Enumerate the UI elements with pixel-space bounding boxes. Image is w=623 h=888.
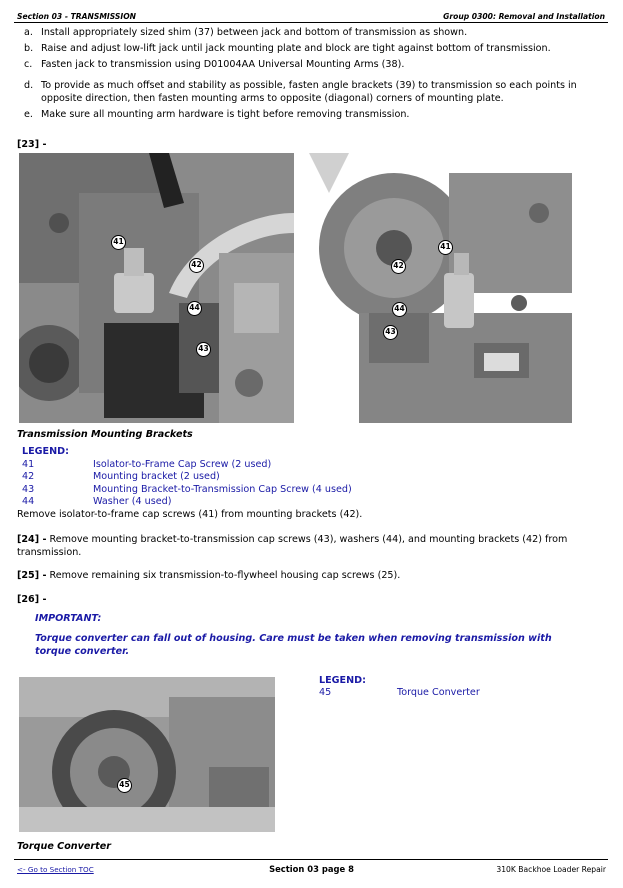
callout-43-left: 43	[196, 342, 211, 357]
legend2-desc: Torque Converter	[397, 687, 480, 698]
torque-converter-illustration	[19, 677, 275, 832]
callout-44-left: 44	[187, 301, 202, 316]
figure1-caption: Transmission Mounting Brackets	[17, 429, 193, 440]
important-text: Torque converter can fall out of housing. Care must be taken when removing transmission with torque converter.	[35, 633, 552, 657]
callout-44-right: 44	[392, 302, 407, 317]
step-25: [25] - Remove remaining six transmission-to-flywheel housing cap screws (25).	[17, 570, 401, 581]
step-24: [24] - Remove mounting bracket-to-transmission cap screws (43), washers (44), and mounting brackets (42) from transmission.	[17, 534, 568, 558]
figure2-caption: Torque Converter	[17, 841, 111, 852]
step-23-label: [23] -	[17, 139, 47, 150]
legend1-row: 43 Mounting Bracket-to-Transmission Cap Screw (4 used)	[22, 484, 352, 495]
remove-instruction: Remove isolator-to-frame cap screws (41) from mounting brackets (42).	[17, 509, 363, 520]
important-title: IMPORTANT:	[35, 613, 102, 624]
callout-41-left: 41	[111, 235, 126, 250]
engine-illustration-right	[309, 153, 572, 423]
legend1-row: 44 Washer (4 used)	[22, 496, 172, 507]
callout-42-left: 42	[189, 258, 204, 273]
legend1-row: 42 Mounting bracket (2 used)	[22, 471, 220, 482]
page-number: Section 03 page 8	[269, 864, 354, 874]
document-title: 310K Backhoe Loader Repair	[496, 865, 606, 874]
callout-43-right: 43	[383, 325, 398, 340]
engine-illustration-left	[19, 153, 294, 423]
step-26-label: [26] -	[17, 594, 47, 605]
legend2-num: 45	[319, 687, 332, 698]
group-header: Group 0300: Removal and Installation	[443, 12, 605, 21]
toc-link[interactable]: <- Go to Section TOC	[17, 865, 94, 874]
legend1-row: 41 Isolator-to-Frame Cap Screw (2 used)	[22, 459, 272, 470]
legend1-title: LEGEND:	[22, 446, 69, 457]
step-d: d. To provide as much offset and stability as possible, fasten angle brackets (39) to transmission so each points in opposite direction, then fasten mounting arms to opposite (diagonal) corners of mounting plate.	[24, 80, 577, 104]
callout-41-right: 41	[438, 240, 453, 255]
callout-45: 45	[117, 778, 132, 793]
transmission-photo-right	[309, 153, 572, 423]
legend2-title: LEGEND:	[319, 675, 366, 686]
torque-converter-photo	[19, 677, 275, 832]
callout-42-right: 42	[391, 259, 406, 274]
footer-divider	[14, 859, 608, 860]
section-header: Section 03 - TRANSMISSION	[17, 12, 137, 21]
transmission-photo-left	[19, 153, 294, 423]
header-divider	[14, 22, 608, 23]
